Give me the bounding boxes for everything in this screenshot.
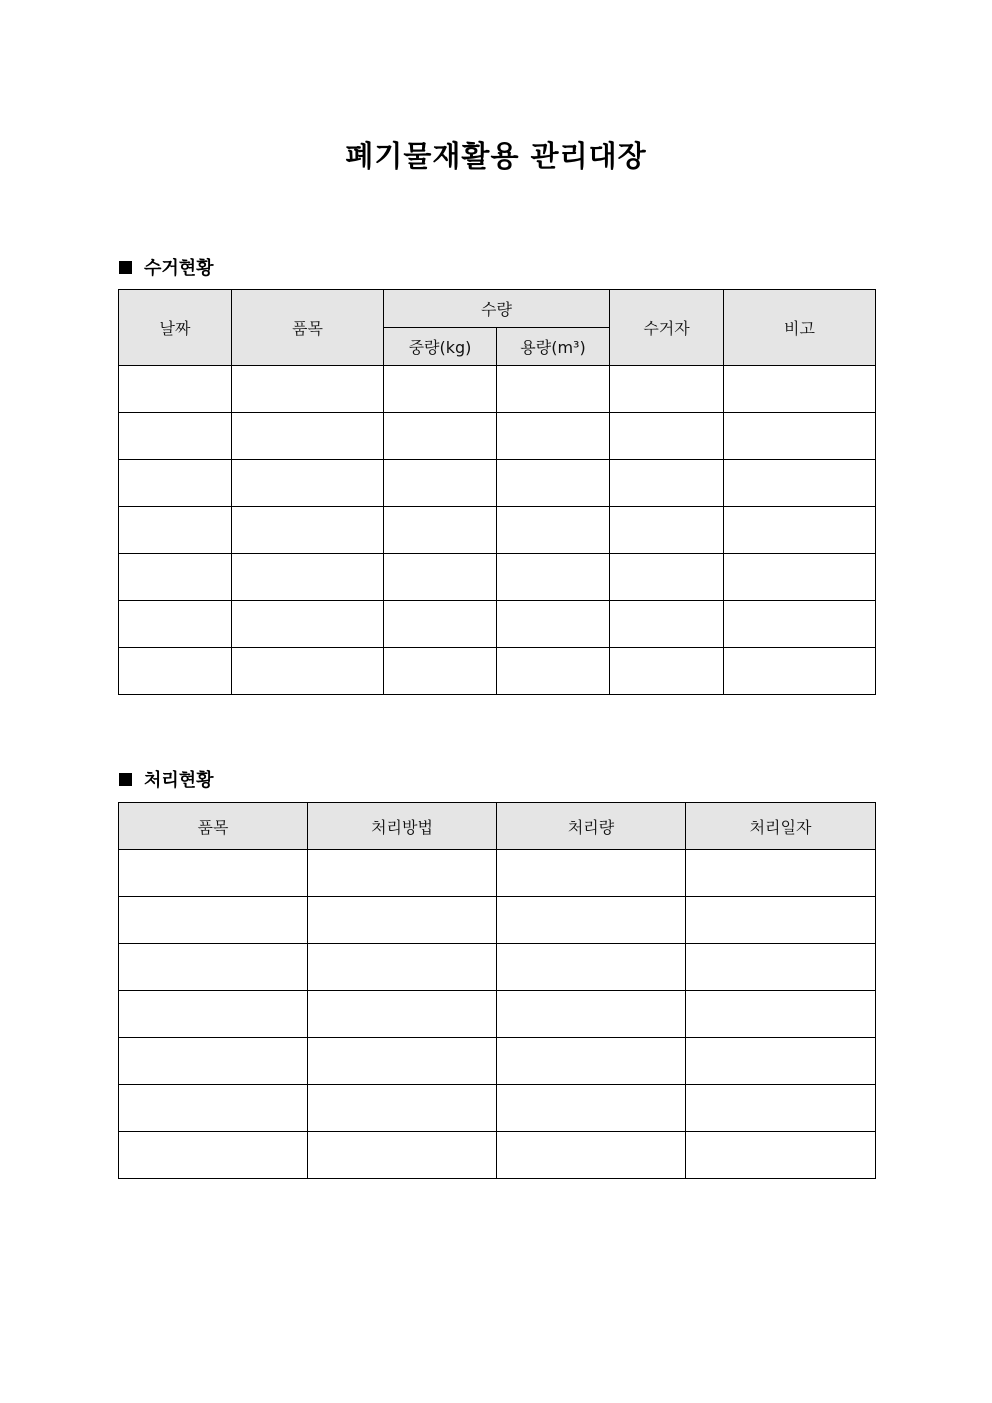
- table-cell[interactable]: [119, 1132, 308, 1179]
- table-row: [119, 991, 876, 1038]
- header-note: 비고: [724, 290, 876, 366]
- table-row: [119, 897, 876, 944]
- table-cell[interactable]: [384, 460, 497, 507]
- table-cell[interactable]: [686, 944, 876, 991]
- table-cell[interactable]: [232, 648, 384, 695]
- table-cell[interactable]: [308, 897, 497, 944]
- collection-table: [118, 289, 876, 695]
- table-cell[interactable]: [119, 897, 308, 944]
- table-cell[interactable]: [119, 554, 232, 601]
- table-cell[interactable]: [724, 366, 876, 413]
- table-cell[interactable]: [497, 1085, 686, 1132]
- table-cell[interactable]: [497, 897, 686, 944]
- table-row: [119, 1132, 876, 1179]
- table-cell[interactable]: [724, 507, 876, 554]
- table-cell[interactable]: [232, 554, 384, 601]
- table-cell[interactable]: [497, 1132, 686, 1179]
- table-cell[interactable]: [497, 366, 610, 413]
- table-cell[interactable]: [497, 648, 610, 695]
- header-volume: 용량(m³): [497, 328, 610, 366]
- table-cell[interactable]: [119, 601, 232, 648]
- table-cell[interactable]: [610, 413, 724, 460]
- table-row: [119, 460, 876, 507]
- header-collector: 수거자: [610, 290, 724, 366]
- processing-table: [118, 802, 876, 1179]
- table-cell[interactable]: [119, 413, 232, 460]
- header-date: 날짜: [119, 290, 232, 366]
- table-cell[interactable]: [384, 554, 497, 601]
- table-row: [119, 1038, 876, 1085]
- table-cell[interactable]: [724, 460, 876, 507]
- collection-section-heading: [119, 254, 214, 280]
- table-cell[interactable]: [497, 460, 610, 507]
- table-cell[interactable]: [232, 413, 384, 460]
- table-cell[interactable]: [232, 507, 384, 554]
- table-cell[interactable]: [497, 507, 610, 554]
- table-cell[interactable]: [384, 507, 497, 554]
- table-cell[interactable]: [308, 944, 497, 991]
- table-cell[interactable]: [384, 648, 497, 695]
- table-row: [119, 648, 876, 695]
- table-cell[interactable]: [686, 1038, 876, 1085]
- header-item: 품목: [232, 290, 384, 366]
- table-cell[interactable]: [610, 601, 724, 648]
- table-cell[interactable]: [119, 944, 308, 991]
- table-cell[interactable]: [686, 991, 876, 1038]
- table-cell[interactable]: [610, 554, 724, 601]
- table-cell[interactable]: [119, 991, 308, 1038]
- table-cell[interactable]: [497, 991, 686, 1038]
- processing-section-heading: [119, 766, 214, 792]
- table-cell[interactable]: [686, 1132, 876, 1179]
- table-cell[interactable]: [384, 366, 497, 413]
- table-cell[interactable]: [610, 366, 724, 413]
- header-quantity: 수량: [384, 290, 610, 328]
- table-cell[interactable]: [119, 507, 232, 554]
- table-cell[interactable]: [119, 648, 232, 695]
- processing-heading-label: 처리현황: [144, 770, 214, 791]
- table-cell[interactable]: [724, 413, 876, 460]
- table-cell[interactable]: [724, 601, 876, 648]
- table-row: [119, 944, 876, 991]
- header-date: 처리일자: [686, 803, 876, 850]
- table-cell[interactable]: [232, 366, 384, 413]
- table-cell[interactable]: [497, 1038, 686, 1085]
- table-cell[interactable]: [232, 601, 384, 648]
- table-cell[interactable]: [686, 850, 876, 897]
- table-cell[interactable]: [497, 850, 686, 897]
- table-cell[interactable]: [308, 1085, 497, 1132]
- table-cell[interactable]: [232, 460, 384, 507]
- header-item: 품목: [119, 803, 308, 850]
- page-title: 폐기물재활용 관리대장: [345, 139, 647, 173]
- table-row: [119, 413, 876, 460]
- table-row: [119, 554, 876, 601]
- table-cell[interactable]: [724, 554, 876, 601]
- table-cell[interactable]: [497, 413, 610, 460]
- table-cell[interactable]: [610, 507, 724, 554]
- table-cell[interactable]: [686, 1085, 876, 1132]
- table-cell[interactable]: [119, 366, 232, 413]
- table-cell[interactable]: [119, 1085, 308, 1132]
- table-cell[interactable]: [119, 1038, 308, 1085]
- table-cell[interactable]: [119, 850, 308, 897]
- table-cell[interactable]: [497, 944, 686, 991]
- table-cell[interactable]: [119, 460, 232, 507]
- table-cell[interactable]: [384, 601, 497, 648]
- header-method: 처리방법: [308, 803, 497, 850]
- table-row: [119, 601, 876, 648]
- table-row: [119, 366, 876, 413]
- table-cell[interactable]: [384, 413, 497, 460]
- header-weight: 중량(kg): [384, 328, 497, 366]
- collection-heading-label: 수거현황: [144, 258, 214, 279]
- black-square-icon: [119, 773, 132, 786]
- table-row: [119, 507, 876, 554]
- black-square-icon: [119, 261, 132, 274]
- table-cell[interactable]: [308, 1038, 497, 1085]
- table-cell[interactable]: [497, 601, 610, 648]
- table-row: [119, 1085, 876, 1132]
- table-cell[interactable]: [308, 850, 497, 897]
- table-cell[interactable]: [308, 1132, 497, 1179]
- table-cell[interactable]: [610, 648, 724, 695]
- table-cell[interactable]: [308, 991, 497, 1038]
- table-cell[interactable]: [724, 648, 876, 695]
- table-cell[interactable]: [686, 897, 876, 944]
- table-row: [119, 850, 876, 897]
- table-cell[interactable]: [497, 554, 610, 601]
- table-cell[interactable]: [610, 460, 724, 507]
- header-amount: 처리량: [497, 803, 686, 850]
